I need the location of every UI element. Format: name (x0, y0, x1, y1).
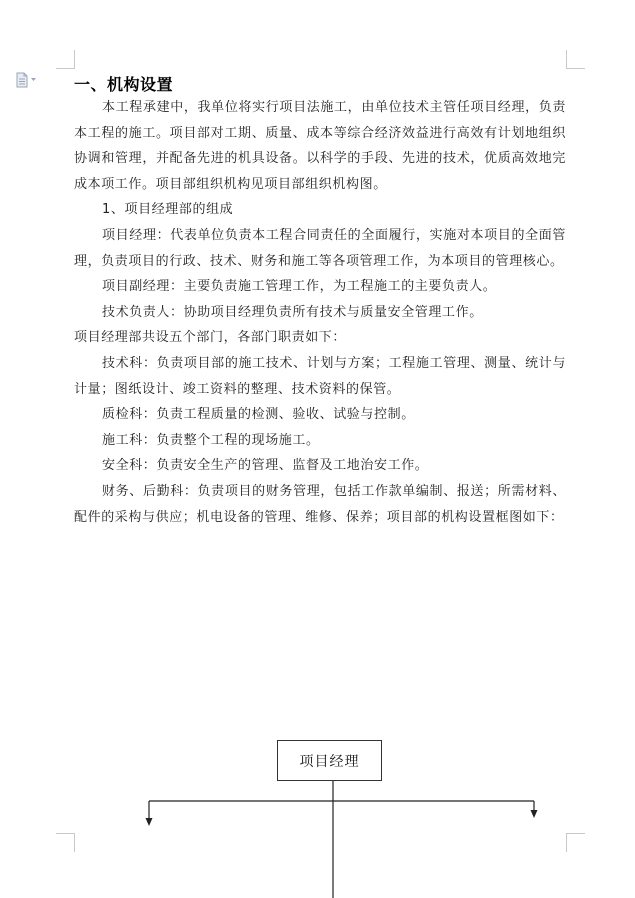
tech-lead-paragraph: 技术负责人：协助项目经理负责所有技术与质量安全管理工作。 (102, 304, 483, 320)
departments-intro-paragraph: 项目经理部共设五个部门，各部门职责如下： (74, 330, 347, 346)
construction-dept-paragraph: 施工科：负责整个工程的现场施工。 (102, 432, 320, 448)
org-box-project-manager: 项目经理 (277, 740, 382, 781)
right-arrow-icon (531, 810, 538, 818)
subsection-title: 1、项目经理部的组成 (102, 202, 234, 218)
quality-dept-paragraph: 质检科：负责工程质量的检测、验收、试验与控制。 (102, 407, 415, 423)
deputy-paragraph: 项目副经理：主要负责施工管理工作，为工程施工的主要负责人。 (102, 279, 497, 295)
intro-paragraph: 本工程承建中，我单位将实行项目法施工，由单位技术主管任项目经理，负责本工程的施工。项目部对工期、质量、成本等综合经济效益进行高效有计划地组织协调和管理，并配备先进的机具设备。以科学的手段、先进的技术，优质高效地完成本项工作。项目部组织机构见项目部组织机构图。 (74, 100, 566, 192)
safety-dept-paragraph: 安全科：负责安全生产的管理、监督及工地治安工作。 (102, 458, 429, 474)
manager-paragraph: 项目经理：代表单位负责本工程合同责任的全面履行，实施对本项目的全面管理，负责项目的行政、技术、财务和施工等各项管理工作，为本项目的管理核心。 (74, 227, 566, 269)
section-heading: 一、机构设置 (74, 75, 174, 94)
tech-dept-paragraph: 技术科：负责项目部的施工技术、计划与方案；工程施工管理、测量、统计与计量；图纸设计、竣工资料的整理、技术资料的保管。 (74, 355, 566, 397)
left-arrow-icon (146, 818, 153, 826)
finance-dept-paragraph: 财务、后勤科：负责项目的财务管理，包括工作款单编制、报送；所需材料、配件的采构与供应；机电设备的管理、维修、保养；项目部的机构设置框图如下： (74, 483, 566, 525)
